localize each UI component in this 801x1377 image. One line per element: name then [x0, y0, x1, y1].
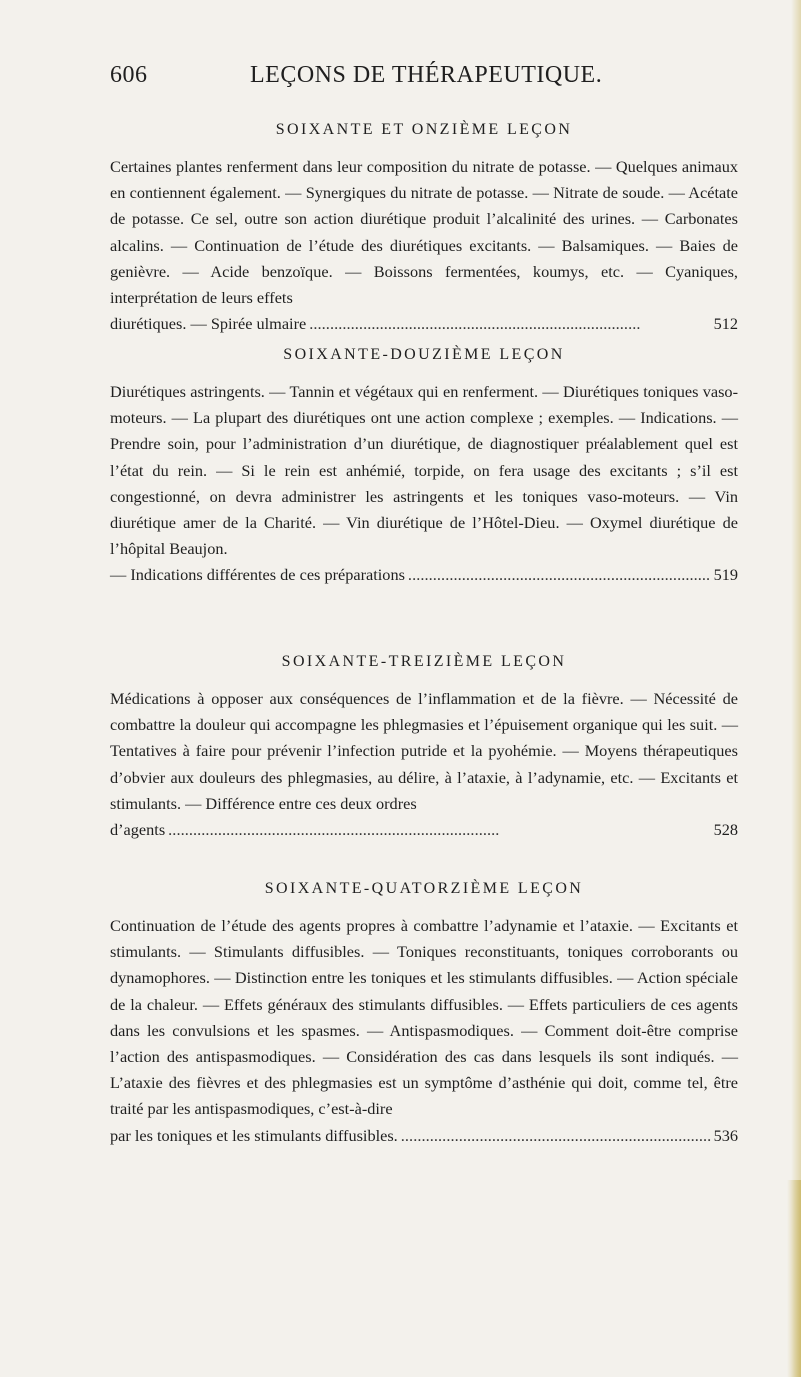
dot-leader: [401, 1123, 711, 1149]
lesson-summary-end: d’agents: [110, 820, 166, 840]
page-edge-stain: [787, 1180, 801, 1377]
page-reference: 512: [713, 314, 738, 334]
dot-leader: [168, 817, 710, 843]
dot-leader: [408, 562, 711, 588]
lesson-summary: [110, 686, 738, 843]
toc-line: [110, 1123, 738, 1149]
running-head: [0, 62, 801, 102]
page-reference: 519: [713, 565, 738, 585]
page-edge-shadow: [791, 0, 801, 1377]
running-title: LEÇONS DE THÉRAPEUTIQUE.: [250, 62, 603, 88]
page-reference: 528: [713, 820, 738, 840]
dot-leader: [309, 311, 710, 337]
lesson-summary: [110, 913, 738, 1149]
page-reference: 536: [713, 1125, 738, 1145]
toc-line: [110, 817, 738, 843]
lesson-summary-end: — Indications différentes de ces préparations: [110, 565, 405, 585]
lesson-heading: SOIXANTE ET ONZIÈME LEÇON: [275, 121, 573, 138]
lesson-summary-text: Certaines plantes renferment dans leur composition du nitrate de potasse. — Quelques animaux en contiennent également. — Synergiques du nitrate de potasse. — Nitrate de soude. — Acétate de potasse. Ce sel, outre son action diurétique produit l’alcalinité des urines. — Carbonates alcalins. — Continuation de l’étude des diurétiques excitants. — Balsamiques. — Baies de genièvre. — Acide benzoïque. — Boissons fermentées, koumys, etc. — Cyaniques, interprétation de leurs effets: [110, 157, 738, 308]
lesson-summary-text: Continuation de l’étude des agents propres à combattre l’adynamie et l’ataxie. — Excitants et stimulants. — Stimulants diffusibles. — Toniques reconstituants, toniques corroborants ou dynamophores. — Distinction entre les toniques et les stimulants diffusibles. — Action spéciale de la chaleur. — Effets généraux des stimulants diffusibles. — Effets particuliers de ces agents dans les convulsions et les spasmes. — Antispasmodiques. — Comment doit-être comprise l’action des antispasmodiques. — Considération des cas dans lesquels ils sont indiqués. — L’ataxie des fièvres et des phlegmasies est un symptôme d’asthénie qui doit, comme tel, être traité par les antispasmodiques, c’est-à-dire: [110, 916, 738, 1119]
lesson-summary-end: diurétiques. — Spirée ulmaire: [110, 314, 307, 334]
lesson-heading: SOIXANTE-DOUZIÈME LEÇON: [283, 346, 565, 363]
lesson-72: [110, 346, 738, 589]
page-number: 606: [110, 62, 148, 88]
toc-line: [110, 311, 738, 337]
lesson-summary-end: par les toniques et les stimulants diffusibles.: [110, 1125, 398, 1145]
lesson-74: [110, 880, 738, 1149]
lesson-71: [110, 121, 738, 337]
toc-line: [110, 562, 738, 588]
lesson-summary: [110, 154, 738, 337]
lesson-heading: SOIXANTE-QUATORZIÈME LEÇON: [264, 880, 584, 897]
lesson-summary-text: Diurétiques astringents. — Tannin et végétaux qui en renferment. — Diurétiques toniques vaso-moteurs. — La plupart des diurétiques ont une action complexe ; exemples. — Indications. — Prendre soin, pour l’administration d’un diurétique, de diagnostiquer préalablement quel est l’état du rein. — Si le rein est anhémié, torpide, on fera usage des excitants ; s’il est congestionné, on devra administrer les astringents et les toniques vaso-moteurs. — Vin diurétique amer de la Charité. — Vin diurétique de l’Hôtel-Dieu. — Oxymel diurétique de l’hôpital Beaujon.: [110, 382, 738, 559]
lesson-summary-text: Médications à opposer aux conséquences de l’inflammation et de la fièvre. — Nécessité de combattre la douleur qui accompagne les phlegmasies et l’épuisement organique qui les suit. — Tentatives à faire pour prévenir l’infection putride et la pyohémie. — Moyens thérapeutiques d’obvier aux douleurs des phlegmasies, au délire, à l’ataxie, à l’adynamie, etc. — Excitants et stimulants. — Différence entre ces deux ordres: [110, 689, 738, 813]
lesson-heading: SOIXANTE-TREIZIÈME LEÇON: [281, 653, 567, 670]
lesson-summary: [110, 379, 738, 589]
lesson-73: [110, 653, 738, 843]
